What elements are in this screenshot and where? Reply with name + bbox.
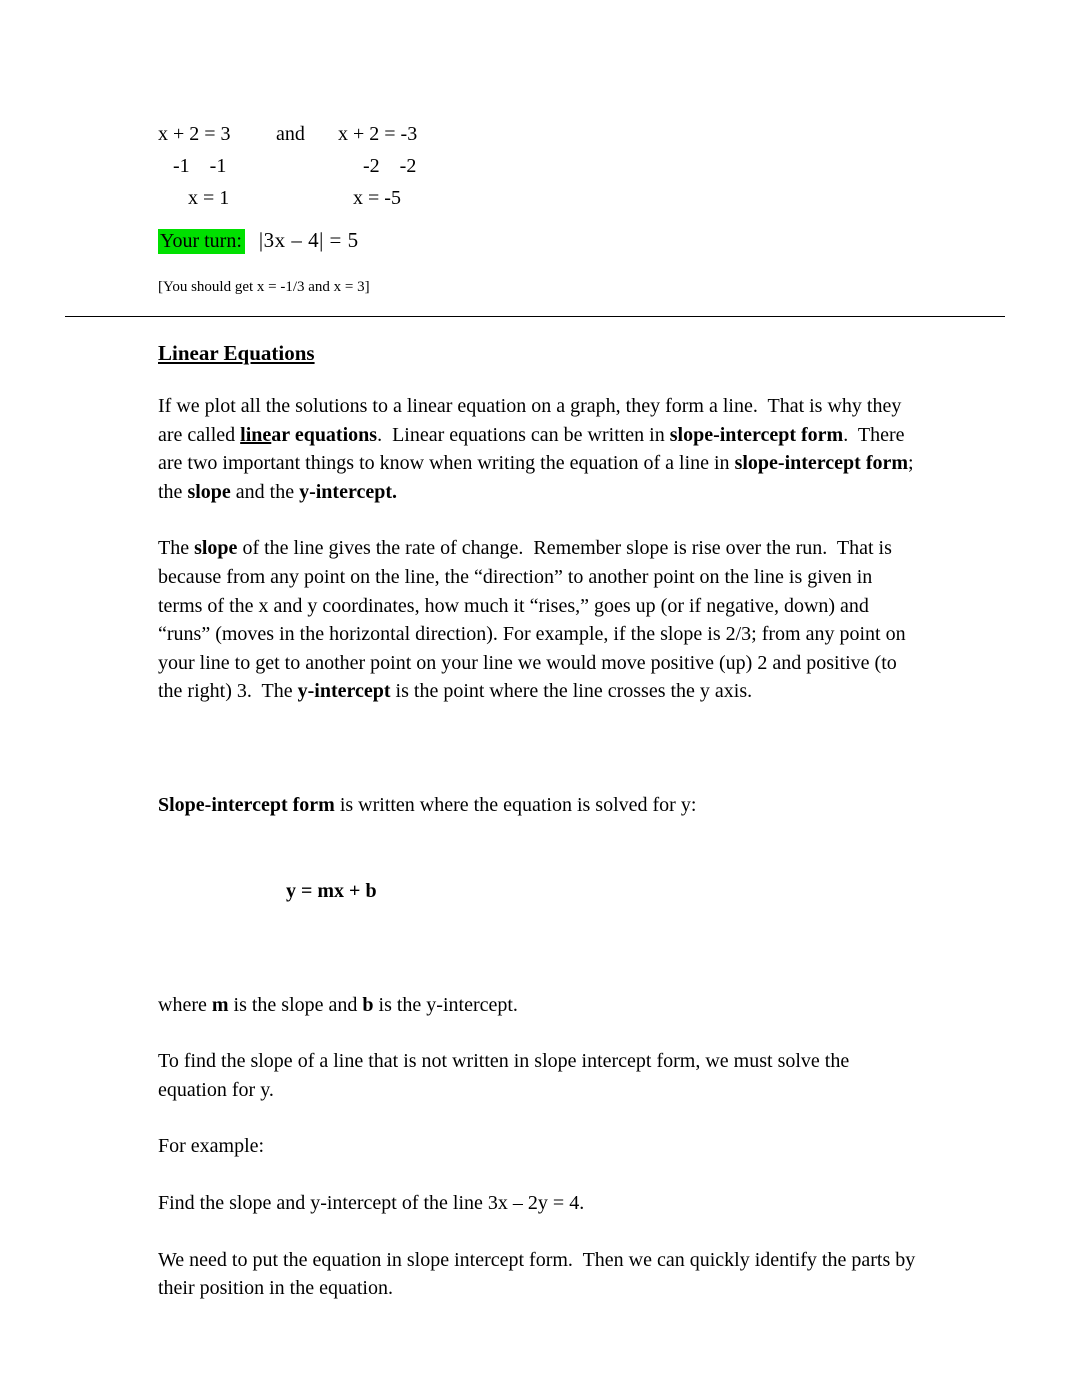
equation-left-case: x + 2 = 3 xyxy=(158,123,231,145)
text-run: is the slope and xyxy=(228,993,363,1016)
text-run: ; the xyxy=(158,452,919,503)
text-run: To find the slope of a line that is not written in slope intercept form, we must solve the equation for y. xyxy=(158,1050,855,1101)
text-run: b xyxy=(362,993,374,1016)
your-turn-label: Your turn: xyxy=(158,229,245,254)
equation-row xyxy=(158,118,920,150)
equation-right-step: -2 -2 xyxy=(338,155,417,177)
equation-left-step: -1 -1 xyxy=(158,155,227,177)
text-run: slope-intercept form xyxy=(669,423,844,446)
text-run: slope-intercept form xyxy=(734,452,909,475)
equation-row xyxy=(158,182,920,214)
text-run: Slope-intercept form xyxy=(158,794,335,817)
paragraph-slope-explanation xyxy=(158,534,920,706)
text-run: of the line gives the rate of change. Remember slope is rise over the run. That is because from any point on the line, the “direction” to another point on the line is given in terms of the x and y coordinates, how much it “rises,” goes up (or if negative, down) and “runs” (moves in the horizontal direction). For example, if the slope is 2/3; from any point on your line to get to another point on your line we would move positive (up) 2 and positive (to the right) 3. The xyxy=(158,537,911,703)
paragraph-slope-intercept-form xyxy=(158,734,920,963)
text-run: y-intercept xyxy=(297,680,391,703)
paragraph-solve-for-y xyxy=(158,1047,920,1104)
equation-right-result: x = -5 xyxy=(338,187,401,209)
text-run: The xyxy=(158,537,195,560)
paragraph-for-example xyxy=(158,1132,920,1161)
text-run: m xyxy=(211,993,229,1016)
text-run: is the point where the line crosses the y axis. xyxy=(390,680,753,703)
paragraph-find-slope-problem xyxy=(158,1189,920,1218)
text-run: slope xyxy=(187,480,231,503)
text-run: and the xyxy=(230,480,300,503)
equation-right-case: x + 2 = -3 xyxy=(338,123,418,145)
text-run: slope xyxy=(194,537,238,560)
text-run: where xyxy=(158,993,212,1016)
text-run: . There are two important things to know when writing the equation of a line in xyxy=(158,423,910,475)
text-run: y-intercept. xyxy=(299,480,398,503)
text-run: is written where the equation is solved for y: xyxy=(334,794,697,817)
text-run: line xyxy=(240,423,272,446)
equation-connector: and xyxy=(276,123,305,145)
equation-left-result: x = 1 xyxy=(158,187,230,209)
expected-answer-note: [You should get x = -1/3 and x = 3] xyxy=(158,279,370,295)
slope-intercept-intro-line xyxy=(158,791,920,820)
text-run: Find the slope and y-intercept of the line 3x – 2y = 4. xyxy=(158,1192,585,1215)
your-turn-equation: |3x – 4| = 5 xyxy=(258,228,359,252)
your-turn-line xyxy=(158,228,920,253)
section-heading: Linear Equations xyxy=(158,341,315,365)
text-run: For example: xyxy=(158,1135,265,1158)
slope-intercept-formula: y = mx + b xyxy=(286,879,377,902)
text-run: . Linear equations can be written in xyxy=(377,423,670,446)
text-run: If we plot all the solutions to a linear equation on a graph, they form a line. That is why they are called xyxy=(158,395,907,446)
text-run: is the y-intercept. xyxy=(373,993,518,1016)
paragraph-put-in-form xyxy=(158,1246,920,1303)
text-run: We need to put the equation in slope intercept form. Then we can quickly identify the parts by their position in the equation. xyxy=(158,1248,921,1300)
equation-row xyxy=(158,150,920,182)
absolute-value-solution-block xyxy=(158,118,920,214)
equation-connector xyxy=(276,150,338,182)
paragraph-m-and-b-definition xyxy=(158,991,920,1020)
text-run: ar equations xyxy=(271,423,378,446)
paragraph-linear-equations-intro xyxy=(158,392,920,506)
equation-connector xyxy=(276,182,338,214)
section-divider xyxy=(65,316,1005,317)
